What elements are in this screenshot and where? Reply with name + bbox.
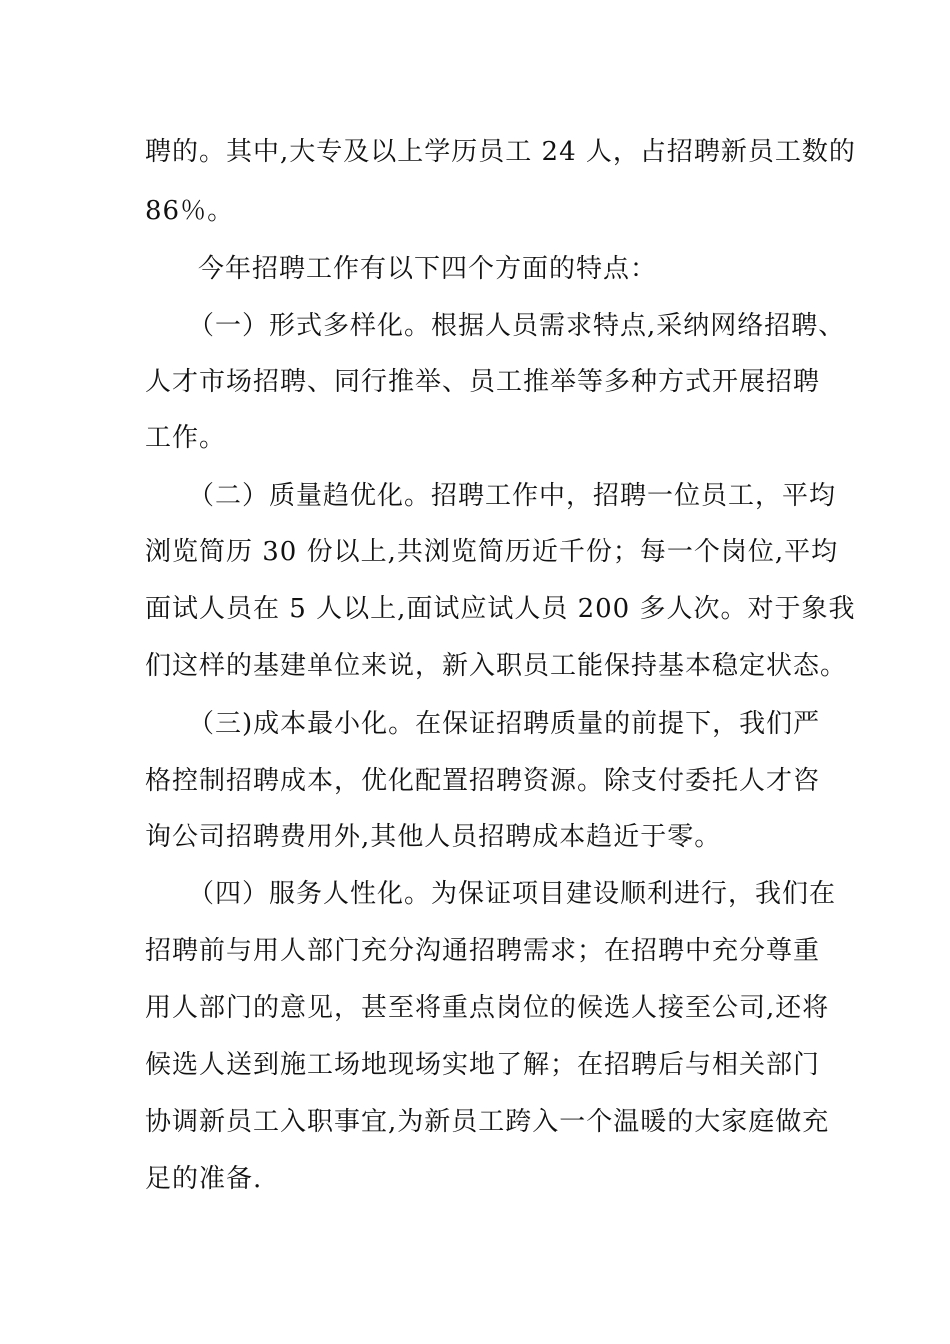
text-line: 人才市场招聘、同行推举、员工推举等多种方式开展招聘: [145, 367, 821, 397]
text-line: 86％。: [145, 196, 235, 226]
text-line: 足的准备.: [145, 1164, 263, 1194]
text-line: 询公司招聘费用外,其他人员招聘成本趋近于零。: [145, 822, 722, 852]
text-line: 浏览简历 30 份以上,共浏览简历近千份；每一个岗位,平均: [145, 537, 839, 567]
text-line: 们这样的基建单位来说，新入职员工能保持基本稳定状态。: [145, 651, 848, 681]
text-line: 协调新员工入职事宜,为新员工跨入一个温暖的大家庭做充: [145, 1107, 830, 1137]
text-line: （四）服务人性化。为保证项目建设顺利进行，我们在: [188, 879, 837, 909]
text-line: （二）质量趋优化。招聘工作中，招聘一位员工，平均: [188, 481, 837, 511]
text-line: 招聘前与用人部门充分沟通招聘需求；在招聘中充分尊重: [145, 936, 821, 966]
text-line: 格控制招聘成本，优化配置招聘资源。除支付委托人才咨: [145, 766, 821, 796]
text-line: （三)成本最小化。在保证招聘质量的前提下，我们严: [188, 709, 821, 739]
text-line: 面试人员在 5 人以上,面试应试人员 200 多人次。对于象我: [145, 594, 856, 624]
text-line: 候选人送到施工场地现场实地了解；在招聘后与相关部门: [145, 1050, 821, 1080]
text-line: 工作。: [145, 423, 227, 453]
text-line: 聘的。其中,大专及以上学历员工 24 人，占招聘新员工数的: [145, 137, 856, 167]
text-line: 今年招聘工作有以下四个方面的特点：: [198, 254, 658, 284]
text-line: 用人部门的意见，甚至将重点岗位的候选人接至公司,还将: [145, 993, 830, 1023]
text-line: （一）形式多样化。根据人员需求特点,采纳网络招聘、: [188, 311, 846, 341]
